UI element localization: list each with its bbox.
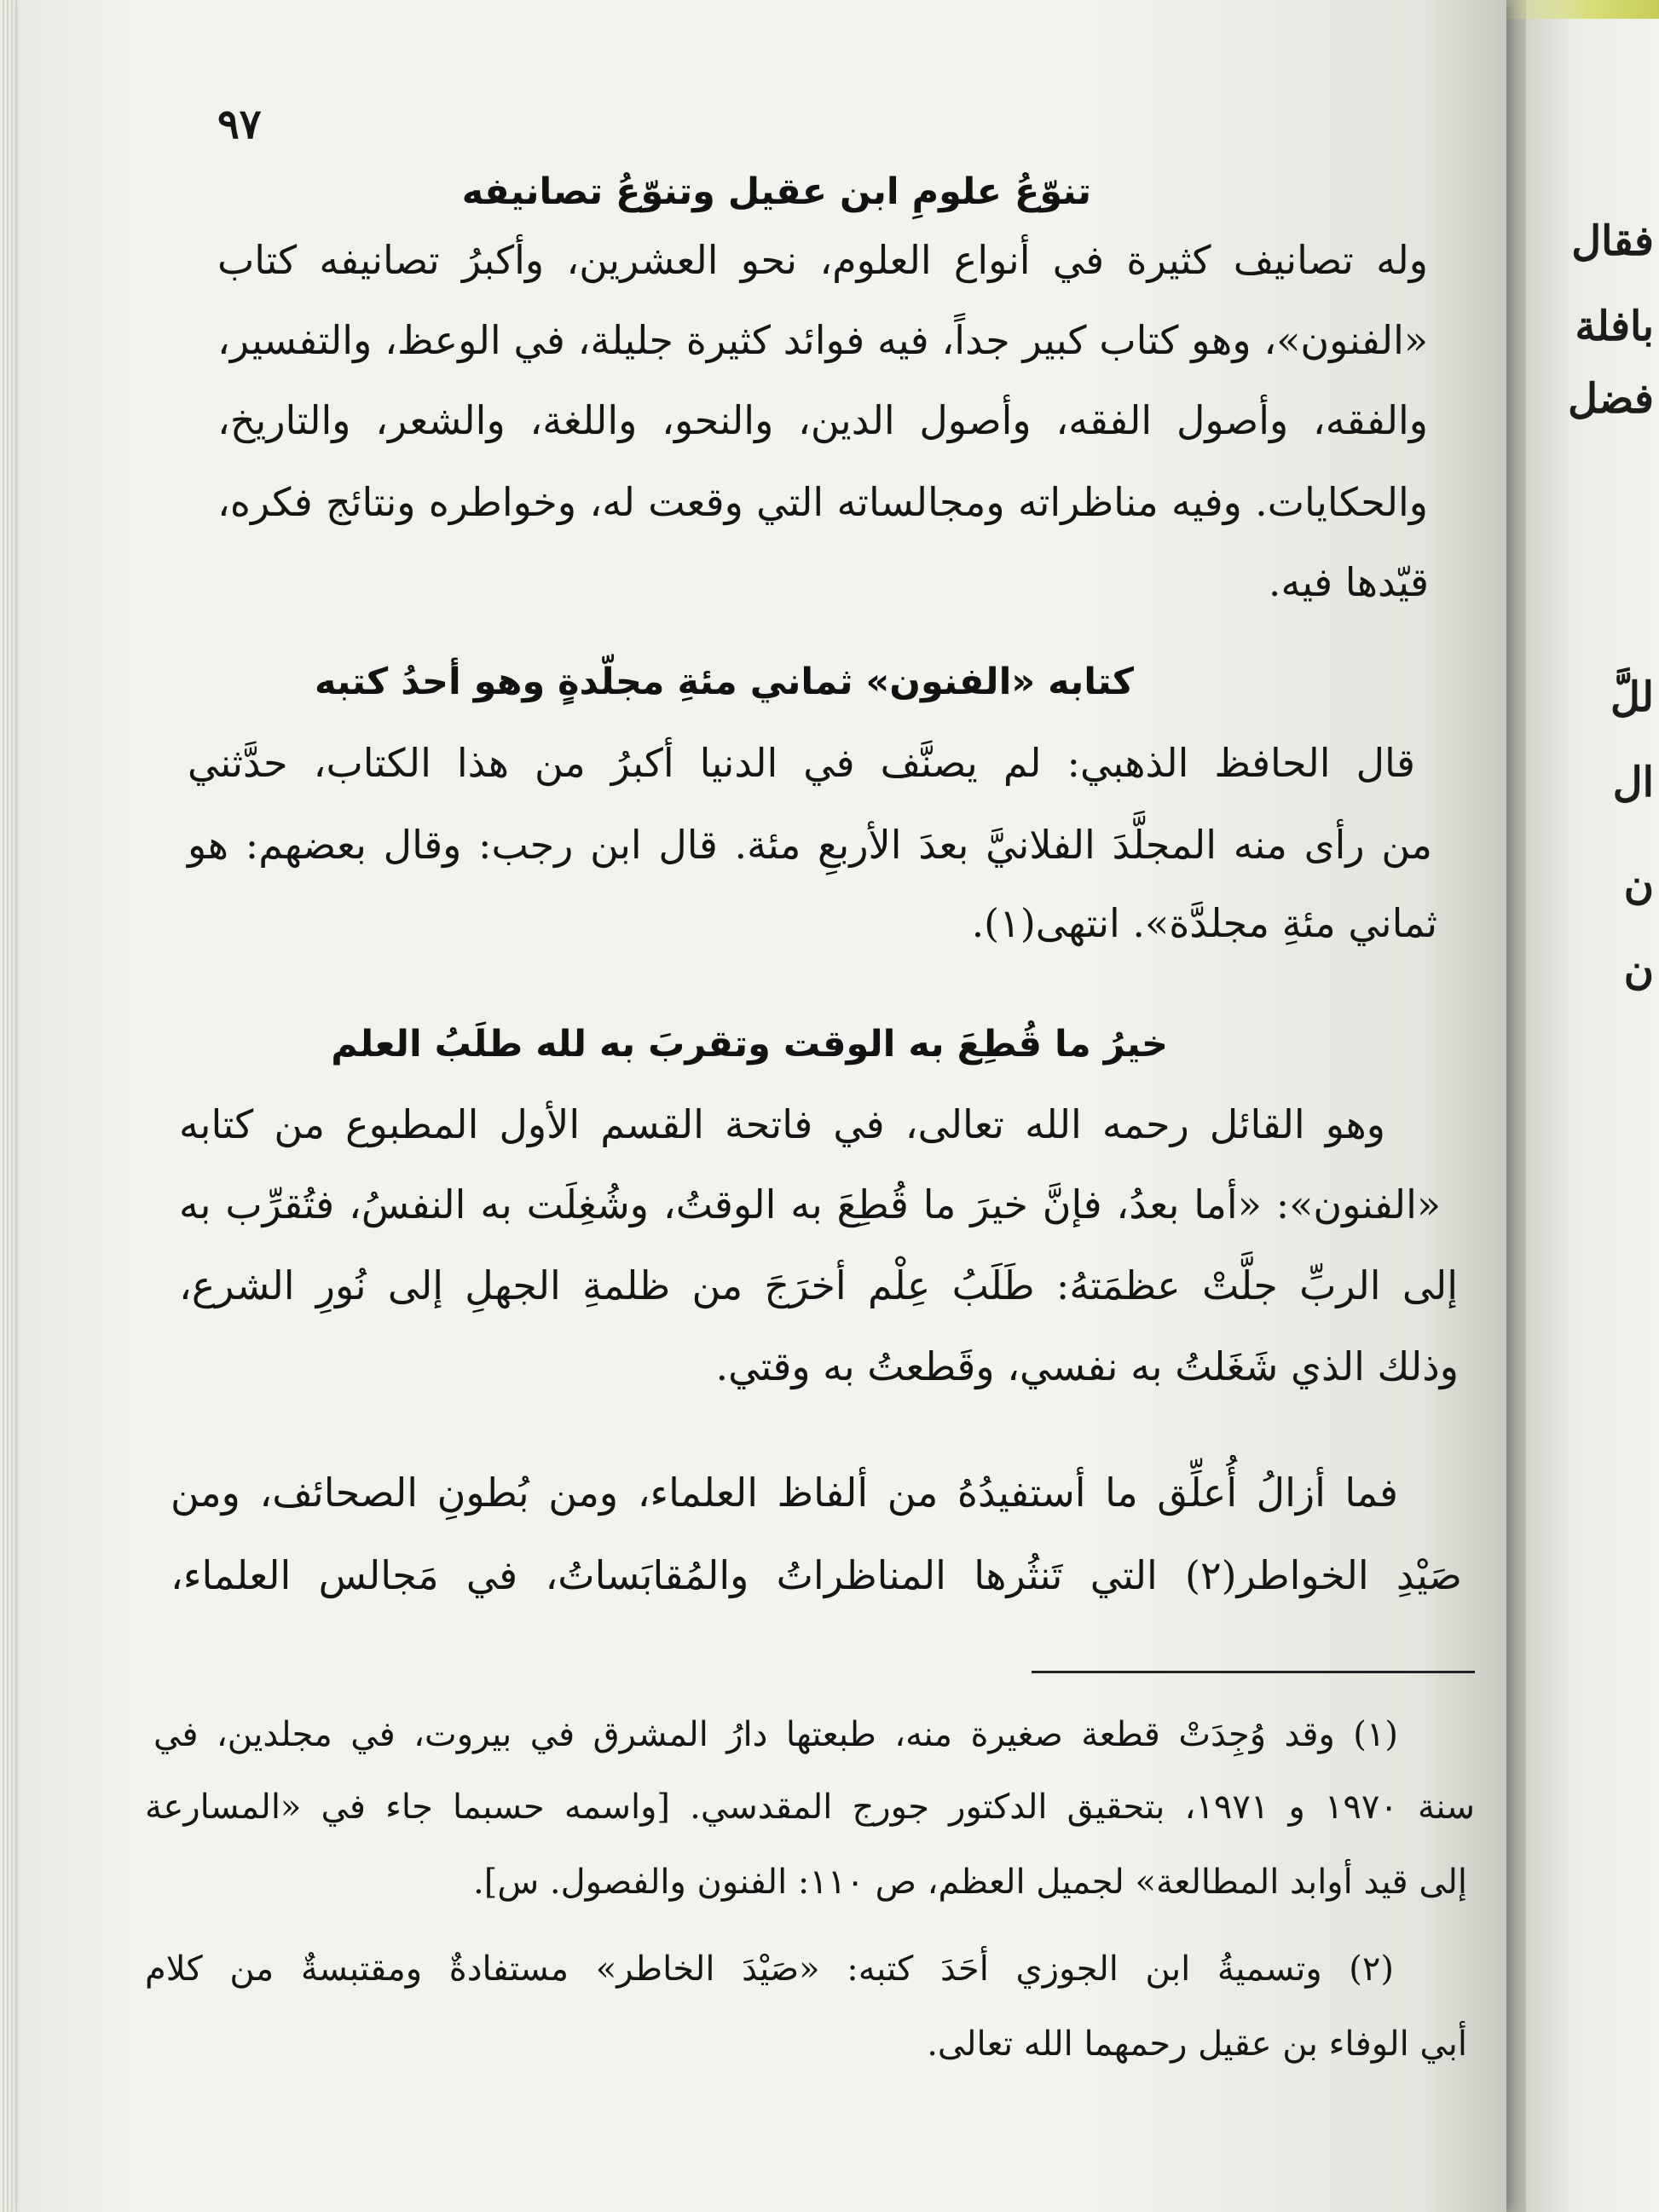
text-line: والفقه، وأصول الفقه، وأصول الدين، والنحو، واللغة، والشعر، والتاريخ، (217, 397, 1428, 443)
footnote-line: (١) وقد وُجِدَتْ قطعة صغيرة منه، طبعتها دارُ المشرق في بيروت، في مجلدين، في (153, 1715, 1398, 1754)
text-line: وله تصانيف كثيرة في أنواع العلوم، نحو العشرين، وأكبرُ تصانيفه كتاب (217, 237, 1428, 283)
text-line: قيّدها فيه. (1268, 559, 1429, 605)
footnote-separator (1032, 1671, 1475, 1673)
facing-fragment: ن (1623, 946, 1654, 994)
footnote-line: إلى قيد أوابد المطالعة» لجميل العظم، ص ١١٠: الفنون والفصول. س]. (473, 1863, 1467, 1902)
text-line: صَيْدِ الخواطر(٢) التي تَنثُرها المناظراتُ والمُقابَساتُ، في مَجالس العلماء، (171, 1552, 1462, 1598)
facing-page (1526, 0, 1659, 2212)
facing-fragment: فضل (1568, 375, 1654, 423)
section-heading-1: تنوّعُ علومِ ابن عقيل وتنوّعُ تصانيفه (461, 170, 1091, 213)
page-number: ٩٧ (217, 101, 262, 148)
facing-fragment: فقال (1571, 217, 1654, 265)
text-line: والحكايات. وفيه مناظراته ومجالساته التي وقعت له، وخواطره ونتائج فكره، (217, 479, 1428, 525)
text-line: من رأى منه المجلَّدَ الفلانيَّ بعدَ الأربعِ مئة. قال ابن رجب: وقال بعضهم: هو (188, 822, 1432, 868)
facing-fragment: بافلة (1575, 303, 1654, 350)
text-line: وهو القائل رحمه الله تعالى، في فاتحة القسم الأول المطبوع من كتابه (179, 1101, 1385, 1147)
footnote-line: سنة ١٩٧٠ و ١٩٧١، بتحقيق الدكتور جورج المقدسي. [واسمه حسبما جاء في «المسارعة (145, 1788, 1476, 1827)
section-heading-2: كتابه «الفنون» ثماني مئةِ مجلّدةٍ وهو أحدُ كتبه (315, 661, 1134, 703)
text-line: إلى الربِّ جلَّتْ عظمَتهُ: طَلَبُ عِلْم أخرَجَ من ظلمةِ الجهلِ إلى نُورِ الشرع، (179, 1262, 1458, 1308)
text-line: «الفنون»: «أما بعدُ، فإنَّ خيرَ ما قُطِعَ به الوقتُ، وشُغِلَت به النفسُ، فتُقرِّب به (179, 1181, 1441, 1227)
section-heading-3: خيرُ ما قُطِعَ به الوقت وتقربَ به لله طلَبُ العلم (331, 1023, 1168, 1066)
facing-fragment: ال (1612, 759, 1654, 806)
yellow-page-edge (1492, 0, 1659, 19)
facing-fragment: ن (1623, 861, 1654, 909)
text-line: وذلك الذي شَغَلتُ به نفسي، وقَطعتُ به وقتي. (715, 1343, 1459, 1389)
footnote-line: أبي الوفاء بن عقيل رحمهما الله تعالى. (927, 2024, 1467, 2064)
text-line: فما أزالُ أُعلِّق ما أستفيدُهُ من ألفاظ العلماء، ومن بُطونِ الصحائف، ومن (171, 1470, 1398, 1516)
text-line: ثماني مئةِ مجلدَّة». انتهى(١). (971, 900, 1437, 946)
text-line: قال الحافظ الذهبي: لم يصنَّف في الدنيا أكبرُ من هذا الكتاب، حدَّثني (188, 740, 1415, 786)
footnote-line: (٢) وتسميةُ ابن الجوزي أحَدَ كتبه: «صَيْدَ الخاطر» مستفادةٌ ومقتبسةٌ من كلام (145, 1949, 1394, 1989)
text-line: «الفنون»، وهو كتاب كبير جداً، فيه فوائد كثيرة جليلة، في الوعظ، والتفسير، (217, 317, 1428, 363)
facing-fragment: للَّ (1610, 673, 1654, 721)
